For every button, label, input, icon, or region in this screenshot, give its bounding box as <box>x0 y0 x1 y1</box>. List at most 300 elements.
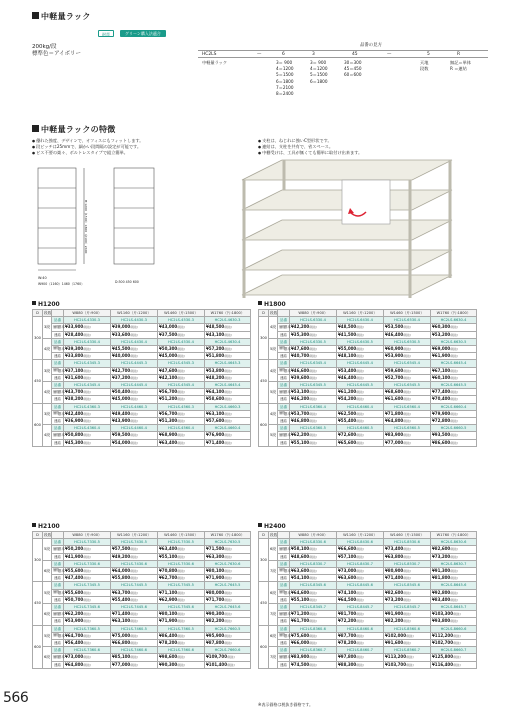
price-value: ¥43,000 <box>159 324 178 330</box>
table-row <box>259 317 477 324</box>
price-cell <box>290 418 337 425</box>
price-value: ¥93,800 <box>432 618 451 624</box>
tier-cell: 5段 <box>43 539 52 561</box>
table-row <box>259 632 477 639</box>
tax-label: (税抜) <box>177 375 185 380</box>
tax-label: (税抜) <box>224 347 232 352</box>
load-capacity: 200kg/段 <box>32 44 57 50</box>
hinban-label: 品番 <box>278 560 290 567</box>
base-label: 基本 <box>58 569 65 574</box>
tax-label: (税抜) <box>356 641 364 646</box>
product-code: HC2LS-4645-3 <box>205 360 251 367</box>
price-value: ¥50,400 <box>112 389 131 395</box>
price-cell <box>158 596 205 603</box>
price-cell <box>64 439 111 446</box>
price-value: ¥109,700 <box>206 654 228 660</box>
product-code: HC2LS-4345-3 <box>64 360 111 367</box>
price-cell <box>431 439 477 446</box>
price-value: ¥83,400 <box>432 596 451 602</box>
tax-label: (税抜) <box>227 662 235 667</box>
page-number: 566 <box>3 690 29 706</box>
price-cell <box>158 553 205 560</box>
price-cell <box>384 654 431 661</box>
price-cell <box>64 546 111 553</box>
tax-label: (税抜) <box>83 612 91 617</box>
table-row <box>33 539 251 546</box>
tax-label: (税抜) <box>406 662 414 667</box>
table-header-row <box>259 310 477 317</box>
link-label: 連結 <box>54 619 61 624</box>
product-code: HC2LS-7545-6 <box>158 604 205 611</box>
price-value: ¥37,100 <box>65 367 84 373</box>
hinban-label: 品番 <box>52 582 64 589</box>
tax-label: (税抜) <box>403 590 411 595</box>
tax-label: (税抜) <box>130 332 138 337</box>
tax-label: (税抜) <box>130 433 138 438</box>
price-value: ¥72,800 <box>432 418 451 424</box>
price-cell <box>384 389 431 396</box>
table-row <box>33 374 251 381</box>
link-label: 連結 <box>280 440 287 445</box>
price-value: ¥51,800 <box>206 353 225 359</box>
table-row <box>33 382 251 389</box>
table-row <box>33 331 251 338</box>
price-cell <box>337 353 384 360</box>
price-cell <box>64 346 111 353</box>
price-value: ¥54,000 <box>112 439 131 445</box>
price-cell <box>64 568 111 575</box>
price-cell <box>384 553 431 560</box>
tax-label: (税抜) <box>356 612 364 617</box>
price-value: ¥63,800 <box>385 553 404 559</box>
base-label: 基本 <box>58 411 65 416</box>
price-value: ¥74,500 <box>291 661 310 667</box>
price-cell <box>158 618 205 625</box>
tier-cell: 5段 <box>269 382 278 404</box>
price-cell <box>111 439 158 446</box>
product-code: HC2LS-7460-5 <box>111 625 158 632</box>
tax-label: (税抜) <box>403 411 411 416</box>
feature-item: ● 中棚受けは、工具が無くても簡単に取付け出来ます。 <box>258 150 362 156</box>
price-cell <box>337 432 384 439</box>
price-value: ¥62,700 <box>159 575 178 581</box>
tax-label: (税抜) <box>309 390 317 395</box>
price-cell <box>158 640 205 647</box>
tax-label: (税抜) <box>450 554 458 559</box>
tax-label: (税抜) <box>83 390 91 395</box>
product-code: HC2LS-4560-4 <box>158 425 205 432</box>
product-code: HC2LS-8460-6 <box>337 625 384 632</box>
price-type-cell <box>278 618 290 625</box>
price-cell <box>384 575 431 582</box>
tax-label: (税抜) <box>309 411 317 416</box>
price-value: ¥53,200 <box>432 331 451 337</box>
price-value: ¥65,600 <box>338 439 357 445</box>
price-cell <box>384 418 431 425</box>
depth-cell: 300 <box>259 317 269 360</box>
tier-cell: 4段 <box>43 338 52 360</box>
price-value: ¥51,300 <box>159 418 178 424</box>
tax-label: (税抜) <box>309 419 317 424</box>
tax-label: (税抜) <box>130 411 138 416</box>
price-cell <box>111 632 158 639</box>
price-cell <box>384 324 431 331</box>
spec-detail-row <box>198 60 488 120</box>
tax-label: (税抜) <box>450 368 458 373</box>
tax-label: (税抜) <box>309 641 317 646</box>
tax-label: (税抜) <box>130 569 138 574</box>
price-value: ¥82,600 <box>432 546 451 552</box>
tax-label: (税抜) <box>403 597 411 602</box>
product-code: HC2LS-4645-4 <box>205 382 251 389</box>
price-value: ¥71,800 <box>385 410 404 416</box>
table-row <box>33 611 251 618</box>
price-value: ¥54,100 <box>291 575 310 581</box>
table-row <box>259 560 477 567</box>
tax-label: (税抜) <box>356 354 364 359</box>
tax-label: (税抜) <box>403 325 411 330</box>
price-type-cell <box>52 546 64 553</box>
price-cell <box>111 324 158 331</box>
price-value: ¥77,400 <box>432 389 451 395</box>
tier-cell: 6段 <box>269 625 278 647</box>
price-cell <box>384 346 431 353</box>
tax-label: (税抜) <box>450 375 458 380</box>
price-value: ¥71,100 <box>159 589 178 595</box>
price-cell <box>337 410 384 417</box>
price-type-cell <box>278 331 290 338</box>
table-row <box>259 582 477 589</box>
price-cell <box>205 589 251 596</box>
tax-label: (税抜) <box>83 597 91 602</box>
tax-label: (税抜) <box>309 569 317 574</box>
product-code: HC2LS-7460-6 <box>111 647 158 654</box>
table-row <box>33 367 251 374</box>
tax-label: (税抜) <box>83 590 91 595</box>
section-h1200: H1200 <box>32 301 60 308</box>
tax-label: (税抜) <box>403 332 411 337</box>
price-type-cell <box>278 324 290 331</box>
price-cell <box>337 654 384 661</box>
price-value: ¥69,000 <box>432 346 451 352</box>
diagram-h-label: H:1200（1500）1800（2100）2400 <box>84 200 88 254</box>
tax-label: (税抜) <box>356 325 364 330</box>
price-cell <box>290 618 337 625</box>
link-label: 連結 <box>54 597 61 602</box>
product-code: HC2LS-6445-4 <box>337 360 384 367</box>
price-cell <box>111 410 158 417</box>
price-value: ¥28,400 <box>65 331 84 337</box>
tax-label: (税抜) <box>83 433 91 438</box>
price-value: ¥56,400 <box>65 640 84 646</box>
product-code: HC2LS-4430-4 <box>111 338 158 345</box>
tax-label: (税抜) <box>83 397 91 402</box>
tax-label: (税抜) <box>309 655 317 660</box>
price-value: ¥61,600 <box>385 396 404 402</box>
tax-label: (税抜) <box>83 633 91 638</box>
tax-label: (税抜) <box>309 433 317 438</box>
product-code: HC2LS-4430-3 <box>111 317 158 324</box>
price-value: ¥79,900 <box>432 410 451 416</box>
tax-label: (税抜) <box>177 419 185 424</box>
price-type-cell <box>278 640 290 647</box>
tax-label: (税抜) <box>83 655 91 660</box>
tier-cell: 5段 <box>43 582 52 604</box>
price-value: ¥61,900 <box>432 353 451 359</box>
product-code: HC2LS-8360-7 <box>290 647 337 654</box>
price-cell <box>290 346 337 353</box>
tax-label: (税抜) <box>450 325 458 330</box>
price-cell <box>205 367 251 374</box>
price-cell <box>64 410 111 417</box>
price-cell <box>337 418 384 425</box>
tax-label: (税抜) <box>130 397 138 402</box>
price-value: ¥64,500 <box>338 596 357 602</box>
tax-label: (税抜) <box>224 590 232 595</box>
price-cell <box>337 632 384 639</box>
price-value: ¥58,100 <box>291 546 310 552</box>
price-cell <box>205 389 251 396</box>
product-code: HC2LS-8345-7 <box>290 604 337 611</box>
price-value: ¥46,200 <box>291 396 310 402</box>
product-code: HC2LS-8430-7 <box>337 560 384 567</box>
column-header: W880（片:900） <box>290 532 337 539</box>
product-code: HC2LS-8345-6 <box>290 582 337 589</box>
tax-label: (税抜) <box>177 597 185 602</box>
link-label: 連結 <box>54 397 61 402</box>
table-header-row <box>33 310 251 317</box>
price-value: ¥86,400 <box>159 632 178 638</box>
price-value: ¥51,200 <box>159 396 178 402</box>
column-header: 段数 <box>270 311 278 315</box>
table-row <box>259 360 477 367</box>
base-label: 基本 <box>284 411 291 416</box>
price-cell <box>158 324 205 331</box>
column-header <box>52 532 64 539</box>
price-type-cell <box>52 367 64 374</box>
price-cell <box>111 553 158 560</box>
link-label: 連結 <box>54 332 61 337</box>
spec-code: — <box>257 51 262 57</box>
depth-cell: 600 <box>259 625 269 668</box>
tax-label: (税抜) <box>453 612 461 617</box>
price-value: ¥50,300 <box>159 346 178 352</box>
kakaku-label: 価格 <box>53 389 60 394</box>
base-label: 基本 <box>284 655 291 660</box>
tax-label: (税抜) <box>177 619 185 624</box>
product-code: HC2LS-4560-3 <box>158 403 205 410</box>
tax-label: (税抜) <box>83 619 91 624</box>
price-value: ¥42,100 <box>159 374 178 380</box>
price-value: ¥64,100 <box>206 389 225 395</box>
tax-label: (税抜) <box>224 569 232 574</box>
tier-cell: 3段 <box>43 360 52 382</box>
price-cell <box>384 596 431 603</box>
rack-illustration <box>222 150 492 300</box>
price-value: ¥47,600 <box>159 367 178 373</box>
tax-label: (税抜) <box>83 325 91 330</box>
product-code: HC2LS-6445-5 <box>337 382 384 389</box>
price-cell <box>111 618 158 625</box>
table-row <box>33 439 251 446</box>
price-value: ¥66,600 <box>338 546 357 552</box>
tax-label: (税抜) <box>83 547 91 552</box>
spec-code: R <box>457 51 461 57</box>
tax-label: (税抜) <box>130 325 138 330</box>
price-value: ¥42,400 <box>65 410 84 416</box>
price-value: ¥53,900 <box>65 618 84 624</box>
price-cell <box>337 546 384 553</box>
price-value: ¥55,600 <box>65 568 84 574</box>
price-type-cell <box>278 410 290 417</box>
price-value: ¥45,000 <box>112 396 131 402</box>
tax-label: (税抜) <box>177 332 185 337</box>
tax-label: (税抜) <box>309 375 317 380</box>
price-cell <box>111 418 158 425</box>
price-value: ¥77,000 <box>112 661 131 667</box>
tax-label: (税抜) <box>450 590 458 595</box>
hinban-label: 品番 <box>52 382 64 389</box>
kakaku-label: 価格 <box>53 324 60 329</box>
product-code: HC2LS-7545-5 <box>158 582 205 589</box>
price-table-h2100 <box>32 531 251 669</box>
tax-label: (税抜) <box>309 576 317 581</box>
price-cell <box>337 324 384 331</box>
price-cell <box>290 553 337 560</box>
price-value: ¥63,100 <box>206 410 225 416</box>
price-cell <box>64 353 111 360</box>
tax-note: ※表示価格は税抜き価格です。 <box>258 702 314 707</box>
link-label: 連結 <box>54 354 61 359</box>
price-value: ¥39,000 <box>112 324 131 330</box>
price-type-cell <box>52 611 64 618</box>
tax-label: (税抜) <box>177 354 185 359</box>
link-label: 連結 <box>54 419 61 424</box>
price-value: ¥73,000 <box>65 654 84 660</box>
tax-label: (税抜) <box>224 368 232 373</box>
diagram-d-label: D:300 450 600 <box>115 280 139 284</box>
base-label: 基本 <box>58 547 65 552</box>
price-value: ¥33,800 <box>65 353 84 359</box>
product-code: HC2LS-7530-5 <box>158 539 205 546</box>
tax-label: (税抜) <box>177 569 185 574</box>
price-type-cell <box>52 331 64 338</box>
tier-cell: 5段 <box>43 625 52 647</box>
tax-label: (税抜) <box>177 612 185 617</box>
tax-label: (税抜) <box>450 354 458 359</box>
price-cell <box>384 618 431 625</box>
product-code: HC2LS-7430-5 <box>111 539 158 546</box>
tier-cell: 6段 <box>43 560 52 582</box>
tax-label: (税抜) <box>450 433 458 438</box>
hinban-label: 品番 <box>52 317 64 324</box>
link-label: 連結 <box>280 375 287 380</box>
price-cell <box>431 596 477 603</box>
price-cell <box>384 439 431 446</box>
product-code: HC2LS-7630-6 <box>205 560 251 567</box>
tier-cell: 6段 <box>43 604 52 626</box>
tax-label: (税抜) <box>224 641 232 646</box>
column-header: D <box>259 532 269 539</box>
tax-label: (税抜) <box>177 325 185 330</box>
price-value: ¥33,900 <box>65 324 84 330</box>
tax-label: (税抜) <box>450 390 458 395</box>
price-value: ¥70,800 <box>159 568 178 574</box>
price-cell <box>158 367 205 374</box>
spec-code: — <box>387 51 392 57</box>
spec-cell: 天地 段数 <box>420 60 429 72</box>
price-type-cell <box>278 611 290 618</box>
table-row <box>33 410 251 417</box>
column-header: W880（片:900） <box>290 310 337 317</box>
price-cell <box>431 410 477 417</box>
base-label: 基本 <box>58 325 65 330</box>
feature-item: ● ビス不要の楽々、ボルトレスタイプで組立簡単。 <box>32 150 143 156</box>
tax-label: (税抜) <box>403 375 411 380</box>
product-code: HC2LS-7560-5 <box>158 625 205 632</box>
price-value: ¥71,200 <box>291 611 310 617</box>
price-value: ¥101,400 <box>206 661 228 667</box>
kakaku-label: 価格 <box>279 346 286 351</box>
tag-taishin: 耐震 <box>98 30 114 37</box>
product-code: HC2LS-8560-7 <box>384 647 431 654</box>
price-value: ¥43,700 <box>65 389 84 395</box>
table-row <box>259 389 477 396</box>
price-value: ¥83,900 <box>291 654 310 660</box>
tier-cell: 6段 <box>269 582 278 604</box>
tier-cell: 7段 <box>269 560 278 582</box>
price-cell <box>158 374 205 381</box>
price-value: ¥48,500 <box>206 324 225 330</box>
hinban-label: 品番 <box>52 539 64 546</box>
price-value: ¥93,500 <box>432 432 451 438</box>
product-code: HC2LS-8460-7 <box>337 647 384 654</box>
price-cell <box>205 410 251 417</box>
price-value: ¥91,900 <box>385 611 404 617</box>
price-cell <box>205 439 251 446</box>
price-value: ¥82,200 <box>206 618 225 624</box>
tax-label: (税抜) <box>356 662 364 667</box>
hinban-label: 品番 <box>52 360 64 367</box>
tier-cell: 3段 <box>43 403 52 425</box>
price-value: ¥39,600 <box>291 374 310 380</box>
price-value: ¥66,000 <box>291 640 310 646</box>
price-value: ¥40,700 <box>291 353 310 359</box>
product-code: HC2LS-6660-4 <box>431 403 477 410</box>
dimension-diagram <box>32 160 208 280</box>
tax-label: (税抜) <box>177 440 185 445</box>
tier-cell: 6段 <box>43 647 52 669</box>
price-cell <box>158 589 205 596</box>
product-code: HC2LS-7630-5 <box>205 539 251 546</box>
table-row <box>33 418 251 425</box>
price-value: ¥48,100 <box>338 353 357 359</box>
column-header: 段数 <box>44 311 52 315</box>
link-label: 連結 <box>280 597 287 602</box>
price-cell <box>384 568 431 575</box>
tax-label: (税抜) <box>309 662 317 667</box>
price-value: ¥63,100 <box>112 618 131 624</box>
table-row <box>259 539 477 546</box>
base-label: 基本 <box>58 612 65 617</box>
price-value: ¥74,100 <box>338 589 357 595</box>
tax-label: (税抜) <box>177 397 185 402</box>
price-cell <box>158 389 205 396</box>
tax-label: (税抜) <box>227 655 235 660</box>
price-value: ¥46,400 <box>385 331 404 337</box>
price-type-cell <box>278 546 290 553</box>
tax-label: (税抜) <box>130 419 138 424</box>
